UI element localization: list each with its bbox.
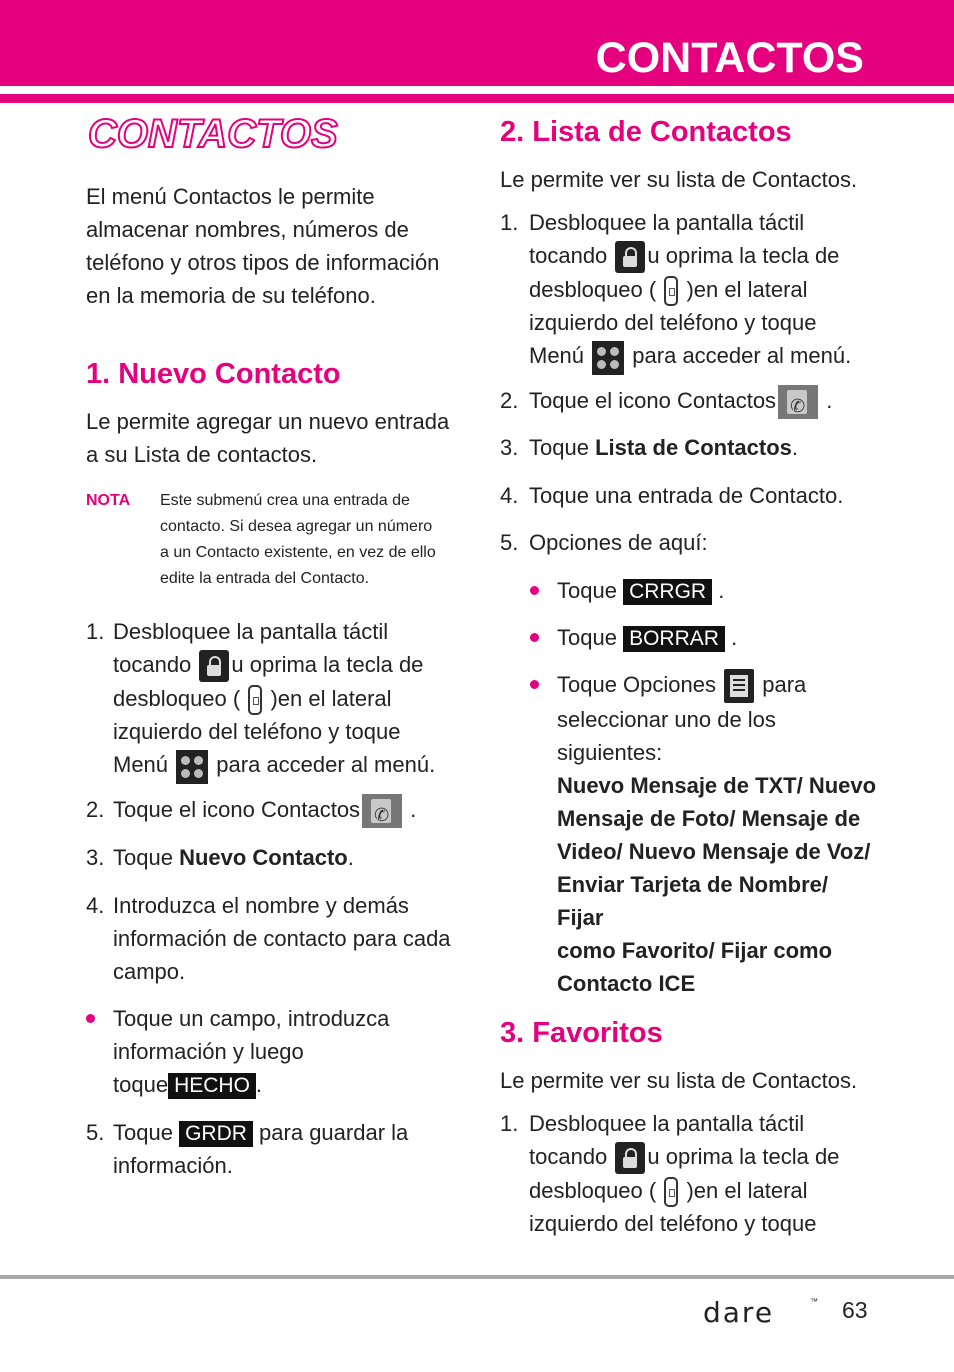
unlock-key-icon: [664, 1177, 678, 1207]
step-text: .: [410, 797, 417, 822]
option-list-line: Contacto ICE: [557, 971, 696, 997]
bullet-line: [557, 668, 877, 703]
step-5: Opciones de aquí:: [529, 530, 708, 555]
step-text: tocando: [113, 652, 192, 677]
step-3: [113, 841, 354, 874]
step-line: izquierdo del teléfono y toque: [529, 310, 817, 336]
step-text: u oprima la tecla de: [231, 652, 424, 677]
step-text: desbloqueo (: [113, 686, 241, 712]
lock-icon: [615, 241, 645, 273]
step-number: 1.: [500, 1111, 519, 1136]
intro-line: teléfono y otros tipos de información: [86, 250, 440, 275]
lock-icon: [199, 650, 229, 682]
step-line: Desbloquee la pantalla táctil: [113, 619, 389, 644]
nota-line: edite la entrada del Contacto.: [160, 570, 370, 587]
step-line: [529, 1140, 889, 1174]
option-list-line: Mensaje de Foto/ Mensaje de: [557, 806, 861, 832]
desc-line: a su Lista de contactos.: [86, 442, 318, 467]
step-line: Desbloquee la pantalla táctil: [529, 210, 805, 235]
step-line: [529, 273, 889, 306]
step-number: 3.: [86, 845, 105, 870]
step-line: Introduzca el nombre y demás: [113, 893, 409, 918]
step-text: Toque el icono Contactos: [113, 797, 361, 822]
nota-line: a un Contacto existente, en vez de ello: [160, 544, 436, 561]
step-number: 4.: [86, 893, 105, 918]
step-line: [113, 682, 463, 715]
step-text: desbloqueo (: [529, 1178, 657, 1204]
bullet-text: Toque Opciones: [557, 672, 716, 697]
hecho-softkey: HECHO: [168, 1073, 256, 1099]
favoritos-desc: Le permite ver su lista de Contactos.: [500, 1068, 858, 1093]
step-line: campo.: [113, 959, 186, 984]
step-line: [113, 648, 463, 682]
step-2: [529, 384, 832, 419]
step-line: [113, 1116, 408, 1149]
step-line: información de contacto para cada: [113, 926, 451, 951]
bullet-dot: [530, 586, 539, 595]
borrar-softkey: BORRAR: [623, 626, 725, 652]
step-4: Toque una entrada de Contacto.: [529, 483, 844, 508]
step-line: [529, 339, 889, 374]
header-stripe: [0, 94, 954, 103]
step-line: izquierdo del teléfono y toque: [529, 1211, 817, 1237]
bullet-line: seleccionar uno de los: [557, 707, 776, 733]
step-text: Toque: [113, 845, 180, 870]
intro-line: El menú Contactos le permite: [86, 184, 375, 209]
step-1: [529, 1107, 889, 1240]
bullet-opciones: [557, 668, 877, 1000]
nota-label: NOTA: [86, 492, 131, 509]
bullet-text: .: [718, 578, 725, 603]
bullet-text: Toque: [557, 625, 617, 650]
grdr-softkey: GRDR: [179, 1121, 253, 1147]
step-4: [113, 889, 451, 988]
bullet-borrar: [557, 621, 737, 654]
step-text: tocando: [529, 1144, 608, 1169]
option-list-line: Nuevo Mensaje de TXT/ Nuevo: [557, 773, 877, 799]
step-text: .: [347, 845, 354, 870]
footer-divider: [0, 1275, 954, 1279]
menu-grid-icon: [592, 341, 624, 375]
bullet-crrgr: [557, 574, 724, 607]
contacts-icon: [778, 385, 818, 419]
step-text: .: [826, 388, 833, 413]
option-list-line: Video/ Nuevo Mensaje de Voz/: [557, 839, 871, 865]
crrgr-softkey: CRRGR: [623, 579, 712, 605]
step-line: [529, 1174, 889, 1207]
step-number: 3.: [500, 435, 519, 460]
section-title: CONTACTOS: [595, 34, 864, 82]
desc-line: Le permite agregar un nuevo entrada: [86, 409, 450, 434]
bullet-text: .: [731, 625, 738, 650]
step-2: [113, 793, 416, 828]
lock-icon: [615, 1142, 645, 1174]
unlock-key-icon: [248, 685, 262, 715]
bullet-dot: [530, 680, 539, 689]
step-text: para acceder al menú.: [632, 343, 852, 369]
intro-paragraph: [86, 180, 439, 312]
bullet-text: Toque: [557, 578, 617, 603]
step-text: Menú: [529, 343, 585, 369]
heading-favoritos: 3. Favoritos: [500, 1017, 663, 1049]
step-number: 1.: [86, 619, 105, 644]
trademark-mark: ™: [810, 1297, 818, 1306]
step-text: desbloqueo (: [529, 277, 657, 303]
intro-line: almacenar nombres, números de: [86, 217, 409, 242]
step-line: Desbloquee la pantalla táctil: [529, 1111, 805, 1136]
step-1: [529, 206, 889, 375]
menu-grid-icon: [176, 750, 208, 784]
nota-line: contacto. Si desea agregar un número: [160, 518, 433, 535]
bullet-line: [113, 1068, 389, 1101]
step-number: 2.: [500, 388, 519, 413]
nota-text: [160, 488, 436, 592]
step-text: )en el lateral: [270, 686, 392, 712]
step-line: [529, 239, 889, 273]
step-5: [113, 1116, 408, 1182]
bullet-dot: [530, 633, 539, 642]
bullet-line: información y luego: [113, 1039, 304, 1064]
step-text: .: [791, 435, 798, 460]
step-number: 1.: [500, 210, 519, 235]
bullet-text: toque: [113, 1072, 169, 1097]
step-text: para guardar la: [259, 1120, 409, 1145]
page-title: CONTACTOS: [88, 112, 338, 156]
lista-desc: Le permite ver su lista de Contactos.: [500, 167, 858, 192]
step-text: u oprima la tecla de: [647, 243, 840, 268]
step-text: )en el lateral: [686, 1178, 808, 1204]
step-line: información.: [113, 1153, 233, 1178]
bullet-item: [113, 1002, 389, 1101]
option-list-line: como Favorito/ Fijar como: [557, 938, 833, 964]
step-text: para acceder al menú.: [216, 752, 436, 778]
step-number: 5.: [86, 1120, 105, 1145]
step-1: [113, 615, 463, 784]
step-text: Toque: [529, 435, 596, 460]
step-text: tocando: [529, 243, 608, 268]
step-line: [113, 748, 463, 783]
step-number: 5.: [500, 530, 519, 555]
step-line: izquierdo del teléfono y toque: [113, 719, 401, 745]
option-list-line: Enviar Tarjeta de Nombre/ Fijar: [557, 872, 829, 931]
heading-lista-de-contactos: 2. Lista de Contactos: [500, 116, 792, 148]
heading-nuevo-contacto: 1. Nuevo Contacto: [86, 358, 341, 390]
step-text: )en el lateral: [686, 277, 808, 303]
step-3: [529, 431, 798, 464]
step-bold-text: Lista de Contactos: [595, 435, 792, 460]
bullet-text: .: [255, 1072, 263, 1097]
options-icon: [724, 669, 754, 703]
nota-line: Este submenú crea una entrada de: [160, 492, 410, 509]
step-number: 2.: [86, 797, 105, 822]
step-text: Menú: [113, 752, 169, 778]
step-bold-text: Nuevo Contacto: [179, 845, 348, 870]
page-number: 63: [842, 1297, 868, 1323]
contacts-icon: [362, 794, 402, 828]
bullet-line: Toque un campo, introduzca: [113, 1006, 390, 1031]
step-text: Toque el icono Contactos: [529, 388, 777, 413]
bullet-line: siguientes:: [557, 740, 663, 766]
step-number: 4.: [500, 483, 519, 508]
nuevo-contacto-desc: [86, 405, 449, 471]
unlock-key-icon: [664, 276, 678, 306]
intro-line: en la memoria de su teléfono.: [86, 283, 376, 308]
brand-logo: dare: [703, 1296, 775, 1329]
bullet-dot: [86, 1014, 95, 1023]
bullet-text: para: [762, 672, 807, 697]
step-text: u oprima la tecla de: [647, 1144, 840, 1169]
step-text: Toque: [113, 1120, 173, 1145]
